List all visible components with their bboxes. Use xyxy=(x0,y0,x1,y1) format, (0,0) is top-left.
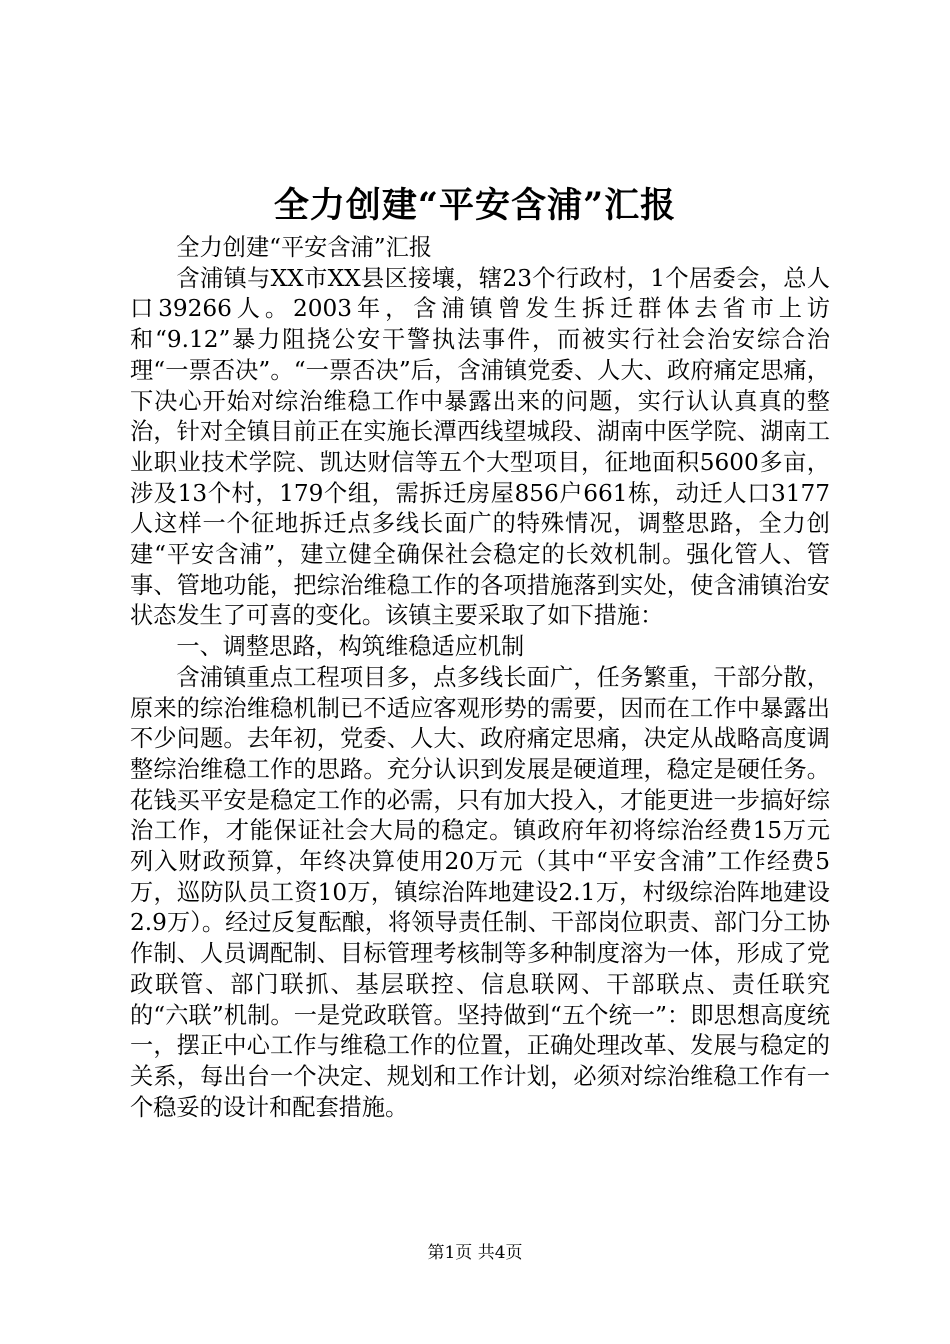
document-title: 全力创建“平安含浦”汇报 xyxy=(273,185,677,226)
document-body xyxy=(130,233,830,1123)
paragraph-intro: 含浦镇与XX市XX县区接壤，辖23个行政村，1个居委会，总人口39266人。2003年，含浦镇曾发生拆迁群体去省市上访和“9.12”暴力阻挠公安干警执法事件，而被实行社会治安综合治理“一票否决”。“一票否决”后，含浦镇党委、人大、政府痛定思痛，下决心开始对综治维稳工作中暴露出来的问题，实行认认真真的整治，针对全镇目前正在实施长潭西线望城段、湖南中医学院、湖南工业职业技术学院、凯达财信等五个大型项目，征地面积5600多亩，涉及13个村，179个组，需拆迁房屋856户661栋，动迁人口3177人这样一个征地拆迁点多线长面广的特殊情况，调整思路，全力创建“平安含浦”，建立健全确保社会稳定的长效机制。强化管人、管事、管地功能，把综治维稳工作的各项措施落到实处，使含浦镇治安状态发生了可喜的变化。该镇主要采取了如下措施： xyxy=(130,264,830,630)
paragraph-subtitle: 全力创建“平安含浦”汇报 xyxy=(176,234,432,261)
page-footer: 第1页 共4页 xyxy=(427,1243,523,1263)
section-heading-1: 一、调整思路，构筑维稳适应机制 xyxy=(176,633,525,661)
paragraph-section-1: 含浦镇重点工程项目多，点多线长面广，任务繁重，干部分散，原来的综治维稳机制已不适应客观形势的需要，因而在工作中暴露出不少问题。去年初，党委、人大、政府痛定思痛，决定从战略高度调整综治维稳工作的思路。充分认识到发展是硬道理，稳定是硬任务。花钱买平安是稳定工作的必需，只有加大投入，才能更进一步搞好综治工作，才能保证社会大局的稳定。镇政府年初将综治经费15万元列入财政预算，年终决算使用20万元（其中“平安含浦”工作经费5万，巡防队员工资10万，镇综治阵地建设2.1万，村级综治阵地建设2.9万）。经过反复酝酿，将领导责任制、干部岗位职责、部门分工协作制、人员调配制、目标管理考核制等多种制度溶为一体，形成了党政联管、部门联抓、基层联控、信息联网、干部联点、责任联究的“六联”机制。一是党政联管。坚持做到“五个统一”：即思想高度统一，摆正中心工作与维稳工作的位置，正确处理改革、发展与稳定的关系，每出台一个决定、规划和工作计划，必须对综治维稳工作有一个稳妥的设计和配套措施。 xyxy=(130,663,830,1121)
